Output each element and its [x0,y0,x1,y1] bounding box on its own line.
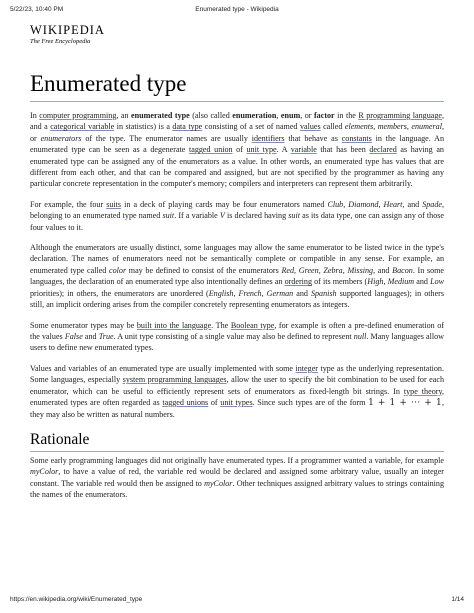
text-run: . A unit type consisting of a single value may also be defined to represent [113,331,354,341]
text-run: in the language. An enumerated type can be seen as a degenerate [30,133,445,155]
page-title: Enumerated type [30,71,187,96]
inline-link[interactable]: variable [290,145,317,155]
italic-term: French [238,288,262,298]
text-run: , [383,277,388,287]
bold-term: factor [313,111,335,120]
inline-link[interactable]: data type [172,122,203,132]
print-header [10,6,464,15]
print-url: https://en.wikipedia.org/wiki/Enumerated_type [10,596,143,603]
italic-term: Missing [347,265,374,275]
italic-term: members [377,122,407,132]
text-run: . A [276,145,291,155]
text-run: Although the enumerators are usually distinct, some languages may allow the same enumerator to be listed twice in the type's declaration. The names of enumerators need not be semantically complete or compatible in any sense. For example, an enumerated type called [30,243,444,275]
text-run: , [378,199,384,209]
print-tab-title: Enumerated type - Wikipedia [195,6,279,13]
article-paragraph [30,199,444,233]
text-run: , an [116,111,132,120]
inline-link[interactable]: tagged union [188,145,233,155]
italic-term: Green [298,265,319,275]
inline-link[interactable]: R programming language [358,111,442,120]
text-run: . Many languages allow users to define new enumerated types. [30,331,444,353]
wikipedia-logo[interactable] [30,24,150,50]
article-body [30,110,444,509]
text-run: Some enumerator types may be [30,320,137,330]
italic-term: Spanish [310,288,337,298]
text-run: and [293,288,311,298]
text-run: , belonging to an enumerated type named [30,199,445,221]
italic-term: Heart [383,199,403,209]
italic-term: null [353,331,367,341]
inline-link[interactable]: tagged unions [162,397,209,407]
text-run: , [373,122,378,132]
logo-tagline: The Free Encyclopedia [30,38,91,45]
text-run: , [261,288,267,298]
article-paragraph [30,320,444,354]
italic-term: elements [344,122,374,132]
italic-term: Diamond [348,199,379,209]
text-run: . If a variable [174,211,220,221]
text-run: In [30,111,40,120]
text-run: and [414,277,431,287]
text-run: , and [402,199,423,209]
article-paragraph [30,110,444,190]
text-run: in statistics) is a [114,122,173,132]
inline-link[interactable]: unit type [246,145,277,155]
text-run: , or [300,111,314,120]
text-run: that behave as [284,133,342,143]
section-heading-rationale: Rationale [30,430,444,452]
inline-link[interactable]: system programming languages [122,375,227,385]
text-run: in the [334,111,359,120]
text-run: type as the underlying representation. Some languages, especially [30,363,444,385]
text-run: of its members ( [312,277,368,287]
italic-term: Low [430,277,445,287]
italic-term: V [219,211,225,221]
text-run: , [276,111,281,120]
italic-term: High [367,277,384,287]
text-run: and [82,331,99,341]
article-paragraph [30,363,444,421]
inline-link[interactable]: computer programming [39,111,117,120]
inline-link[interactable]: type theory [403,386,442,396]
text-run: , [342,265,348,275]
logo-wordmark: WIKIPEDIA [30,23,105,37]
italic-term: suit [288,211,300,221]
italic-term: English [208,288,234,298]
inline-link[interactable]: values [299,122,321,132]
text-run: , allow the user to specify the bit combination to be used for each enumerator, which can be useful to efficiently represent sets of enumerators as fixed-length bit strings. In [30,375,444,396]
text-run: of [208,397,221,407]
inline-link[interactable]: ordering [284,277,313,287]
text-run: called [320,122,345,132]
bold-term: enumeration [232,111,277,120]
italic-term: Spade [422,199,442,209]
text-run: Values and variables of an enumerated type are usually implemented with some [30,363,296,373]
text-run: , and a [30,111,445,132]
text-run: may be defined to consist of the enumerators [126,265,282,275]
italic-term: German [266,288,294,298]
text-run: , [294,265,299,275]
text-run: is declared having [224,211,289,221]
italic-term: Medium [387,277,415,287]
italic-term: color [109,265,127,275]
rationale-paragraph [30,455,444,501]
text-run: . Since such types are of the form [252,397,369,407]
text-run: , [406,122,412,132]
text-run: Some early programming languages did not originally have enumerated types. If a programmer wanted a variable, for example [30,455,444,465]
text-run: as its data type, one can assign any of those four values to it. [30,211,444,232]
text-run: , [318,265,324,275]
text-run: . Other techniques assigned arbitrary values to strings containing the names of the enumerators. [30,478,444,499]
text-run: that has been [316,145,370,155]
text-run: . The [211,320,231,330]
text-run: , or [30,122,445,143]
text-run: supported languages); in others still, an implicit ordering arises from the compiler concretely representing enumerators as integers. [30,288,445,310]
text-run: of [232,145,247,155]
text-run: as having an enumerated type can be assigned any of the enumerators as a value. In other words, an enumerated type has values that are different from each other, and that can be compared and assigned, but are not specified by the programmer as having any particular concrete representation in the computer's memory; compilers and interpreters can represent them arbitrarily. [30,145,444,189]
text-run: , to have a value of red, the variable red would be declared and assigned some arbitrary value, usually an integer constant. The variable red would then be assigned to [30,467,444,488]
inline-link[interactable]: built into the language [136,320,212,330]
print-datetime: 5/22/23, 10:40 PM [10,6,64,13]
italic-term: True [98,331,114,341]
text-run: , for example is often a pre-defined enumeration of the values [30,320,444,341]
italic-term: False [64,331,83,341]
italic-term: myColor [30,467,59,477]
text-run: , [233,288,239,298]
italic-term: enumerators [40,133,82,143]
inline-link[interactable]: categorical variable [50,122,115,132]
bold-term: enumerated type [131,111,190,120]
inline-link[interactable]: constants [341,133,372,143]
italic-term: suit [162,211,175,221]
italic-term: Club [327,199,344,209]
bold-term: enum [280,111,301,120]
text-run: , and [373,265,393,275]
article-paragraph [30,242,444,310]
inline-link[interactable]: Boolean type [230,320,275,330]
text-run: , enumerated types are often regarded as [30,386,444,407]
inline-link[interactable]: identifiers [251,133,285,143]
print-page-number: 1/14 [451,596,464,603]
inline-link[interactable]: declared [369,145,397,155]
inline-link[interactable]: suits [106,199,122,209]
text-run: , [343,199,349,209]
inline-link[interactable]: unit types [220,397,253,407]
text-run: For example, the four [30,199,107,209]
print-footer [10,596,464,605]
text-run: of the type. The enumerator names are usually [81,133,252,143]
text-run: in a deck of playing cards may be four enumerators named [121,199,328,209]
italic-term: Zebra [323,265,343,275]
text-run: priorities); in others, the enumerators are unordered ( [30,288,209,298]
italic-term: enumeral [411,122,442,132]
inline-link[interactable]: integer [295,363,318,373]
title-divider [30,101,444,102]
text-run: , they may also be written as natural numbers. [30,397,445,420]
math-expression: 1 + 1 + ··· + 1 [368,397,442,408]
text-run: . In some languages, the declaration of an enumerated type also intentionally defines an [30,265,445,287]
text-run: (also called [189,111,233,120]
italic-term: Red [281,265,295,275]
italic-term: myColor [204,478,233,488]
italic-term: Bacon [392,265,413,275]
text-run: consisting of a set of named [202,122,300,132]
